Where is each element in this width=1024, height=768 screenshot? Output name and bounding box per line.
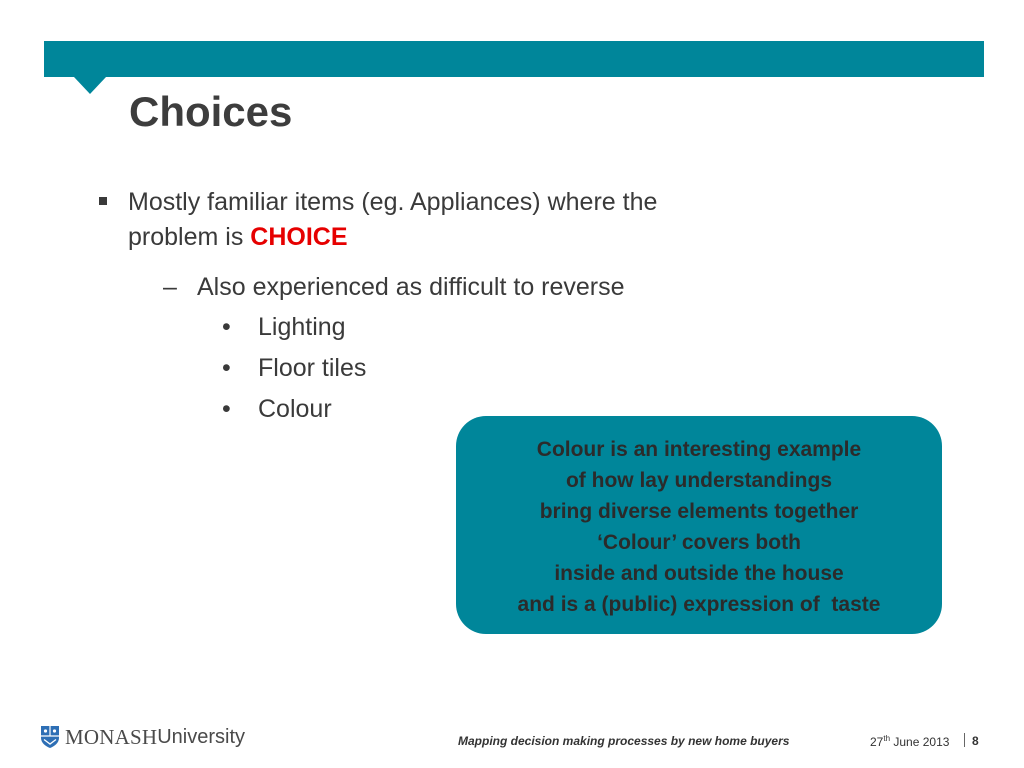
bullet-item bbox=[99, 185, 719, 255]
callout-line: of how lay understandings bbox=[565, 469, 833, 492]
dot-bullet-icon: • bbox=[222, 313, 231, 341]
sub-bullet-item bbox=[163, 271, 625, 303]
choice-highlight: CHOICE bbox=[250, 223, 348, 251]
list-item-text: Colour bbox=[258, 395, 332, 423]
list-item bbox=[222, 394, 332, 424]
date-day: 27 bbox=[870, 735, 884, 749]
date-suffix: th bbox=[883, 734, 891, 743]
callout-box bbox=[456, 416, 942, 634]
logo-monash-text: MONASH bbox=[65, 724, 158, 749]
callout-line: and is a (public) expression of taste bbox=[517, 593, 881, 616]
header-notch bbox=[74, 77, 106, 94]
date-rest: June 2013 bbox=[890, 735, 950, 749]
slide-title: Choices bbox=[129, 88, 293, 135]
callout-line: inside and outside the house bbox=[554, 562, 844, 585]
dash-bullet-icon: – bbox=[163, 273, 177, 301]
presentation-title: Mapping decision making processes by new home buyers bbox=[458, 734, 790, 748]
page-number: 8 bbox=[972, 734, 979, 748]
dot-bullet-icon: • bbox=[222, 395, 231, 423]
callout-line: bring diverse elements together bbox=[539, 500, 859, 523]
bullet-text-main: Mostly familiar items (eg. Appliances) where the problem is bbox=[128, 188, 658, 251]
bullet-text bbox=[99, 185, 719, 255]
list-item-text: Floor tiles bbox=[258, 354, 367, 382]
callout-line: Colour is an interesting example bbox=[536, 438, 862, 461]
header-bar bbox=[44, 41, 984, 77]
presentation-date bbox=[870, 734, 949, 749]
logo-university-text: University bbox=[157, 725, 246, 748]
footer-divider bbox=[964, 733, 965, 747]
monash-logo bbox=[40, 724, 245, 750]
square-bullet-icon bbox=[99, 197, 107, 205]
list-item bbox=[222, 353, 366, 383]
university-crest-icon bbox=[40, 725, 60, 749]
callout-line: ‘Colour’ covers both bbox=[597, 531, 801, 554]
list-item bbox=[222, 312, 346, 342]
dot-bullet-icon: • bbox=[222, 354, 231, 382]
sub-bullet-text: Also experienced as difficult to reverse bbox=[197, 273, 625, 301]
list-item-text: Lighting bbox=[258, 313, 346, 341]
